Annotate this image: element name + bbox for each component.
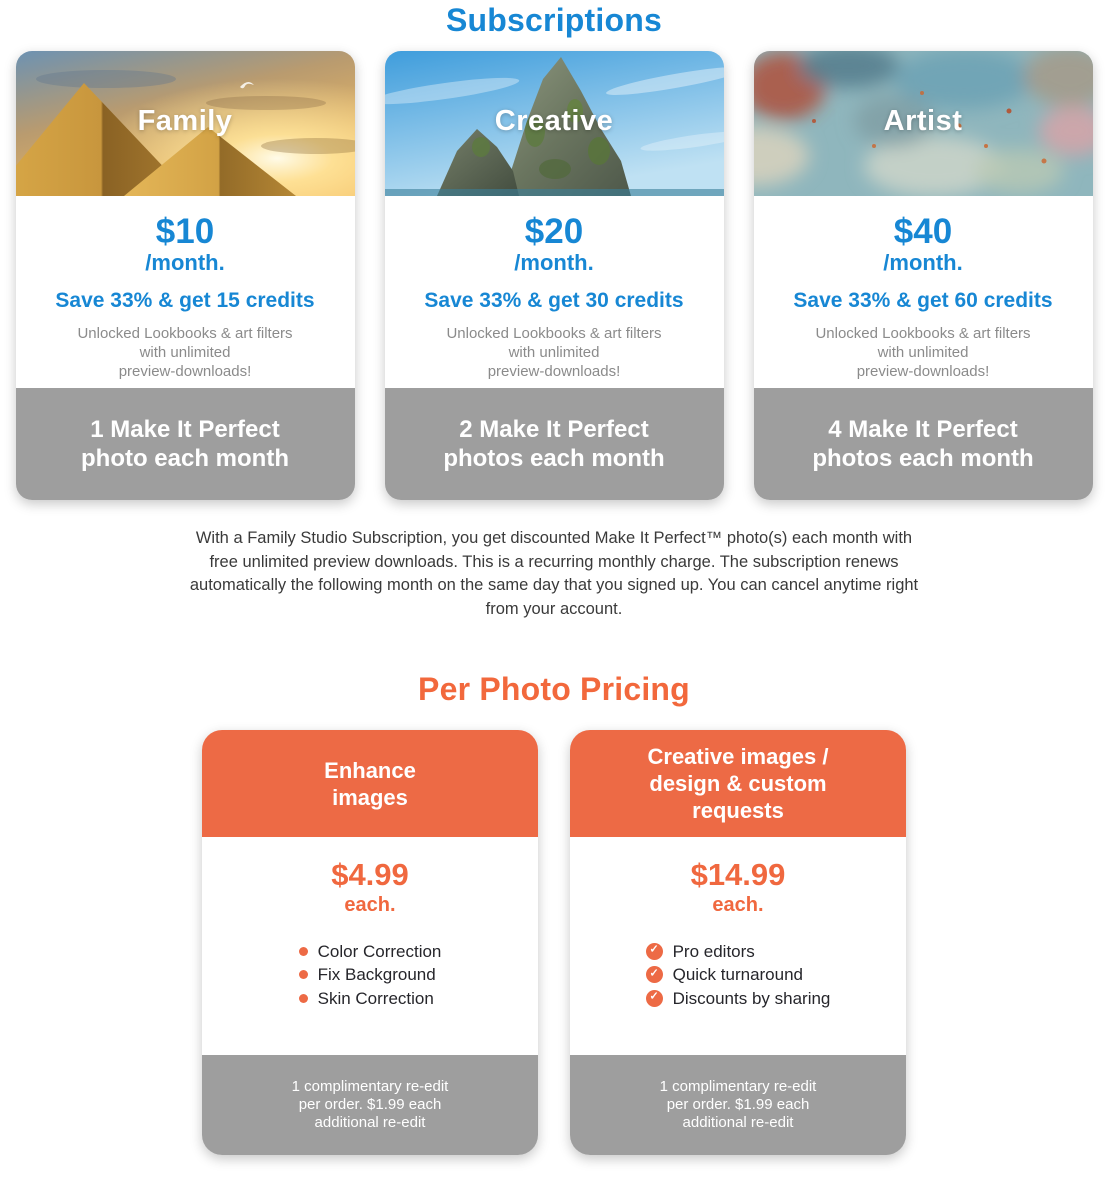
per-photo-card-body [202, 837, 538, 1055]
feature-list [646, 940, 831, 1011]
per-photo-unit: each. [712, 893, 764, 916]
plan-body-creative [385, 196, 724, 388]
plan-savings: Save 33% & get 15 credits [55, 288, 315, 312]
subscriptions-section-title: Subscriptions [446, 2, 662, 38]
per-photo-unit: each. [344, 893, 396, 916]
subscription-cards-row [0, 51, 1108, 500]
plan-price: $10 [155, 212, 215, 251]
per-photo-price: $14.99 [690, 857, 786, 892]
per-photo-price: $4.99 [331, 857, 409, 892]
limestone-cliff-photo [385, 51, 724, 196]
plan-body-family [16, 196, 355, 388]
plan-name-artist: Artist [883, 104, 963, 137]
check-circle-icon [646, 966, 663, 983]
plan-price: $40 [893, 212, 953, 251]
plan-details: Unlocked Lookbooks & art filters with unlimited preview-downloads! [77, 324, 293, 380]
per-photo-card-enhance-images[interactable] [202, 730, 538, 1155]
plan-footer: 4 Make It Perfect photos each month [754, 388, 1093, 500]
plan-footer: 2 Make It Perfect photos each month [385, 388, 724, 500]
plan-footer: 1 Make It Perfect photo each month [16, 388, 355, 500]
per-photo-section-title: Per Photo Pricing [418, 671, 690, 707]
plan-price: $20 [524, 212, 584, 251]
bullet-dot-icon [299, 994, 308, 1003]
check-circle-icon [646, 990, 663, 1007]
per-photo-card-footer: 1 complimentary re-edit per order. $1.99 each additional re-edit [202, 1055, 538, 1155]
per-photo-card-footer: 1 complimentary re-edit per order. $1.99 each additional re-edit [570, 1055, 906, 1155]
per-photo-card-title: Enhance images [202, 730, 538, 837]
plan-period: /month. [514, 250, 594, 275]
plan-name-family: Family [137, 104, 233, 137]
subscription-card-creative[interactable] [385, 51, 724, 500]
feature-item: ✓ Pro editors [646, 940, 831, 964]
feature-list [299, 940, 442, 1011]
pyramids-sunset-photo [16, 51, 355, 196]
subscription-card-family[interactable] [16, 51, 355, 500]
plan-details: Unlocked Lookbooks & art filters with unlimited preview-downloads! [815, 324, 1031, 380]
plan-period: /month. [145, 250, 225, 275]
bullet-dot-icon [299, 947, 308, 956]
feature-item: ✓ Quick turnaround [646, 963, 831, 987]
per-photo-cards-row [0, 730, 1108, 1185]
subscription-description: With a Family Studio Subscription, you get discounted Make It Perfect™ photo(s) each month with free unlimited preview downloads. This is a recurring monthly charge. The subscription renews automatically the following month on the same day that you signed up. You can cancel anytime right from your account. [189, 529, 919, 618]
abstract-painting-photo [754, 51, 1093, 196]
per-photo-card-creative-requests[interactable] [570, 730, 906, 1155]
feature-item: Color Correction [299, 940, 442, 964]
plan-name-creative: Creative [494, 104, 614, 137]
per-photo-card-body [570, 837, 906, 1055]
plan-period: /month. [883, 250, 963, 275]
subscription-card-artist[interactable] [754, 51, 1093, 500]
plan-details: Unlocked Lookbooks & art filters with unlimited preview-downloads! [446, 324, 662, 380]
feature-item: Skin Correction [299, 987, 442, 1011]
plan-savings: Save 33% & get 60 credits [793, 288, 1053, 312]
feature-item: Fix Background [299, 963, 442, 987]
bullet-dot-icon [299, 970, 308, 979]
feature-item: ✓ Discounts by sharing [646, 987, 831, 1011]
check-circle-icon [646, 943, 663, 960]
plan-body-artist [754, 196, 1093, 388]
plan-savings: Save 33% & get 30 credits [424, 288, 684, 312]
per-photo-card-title: Creative images / design & custom requests [570, 730, 906, 837]
